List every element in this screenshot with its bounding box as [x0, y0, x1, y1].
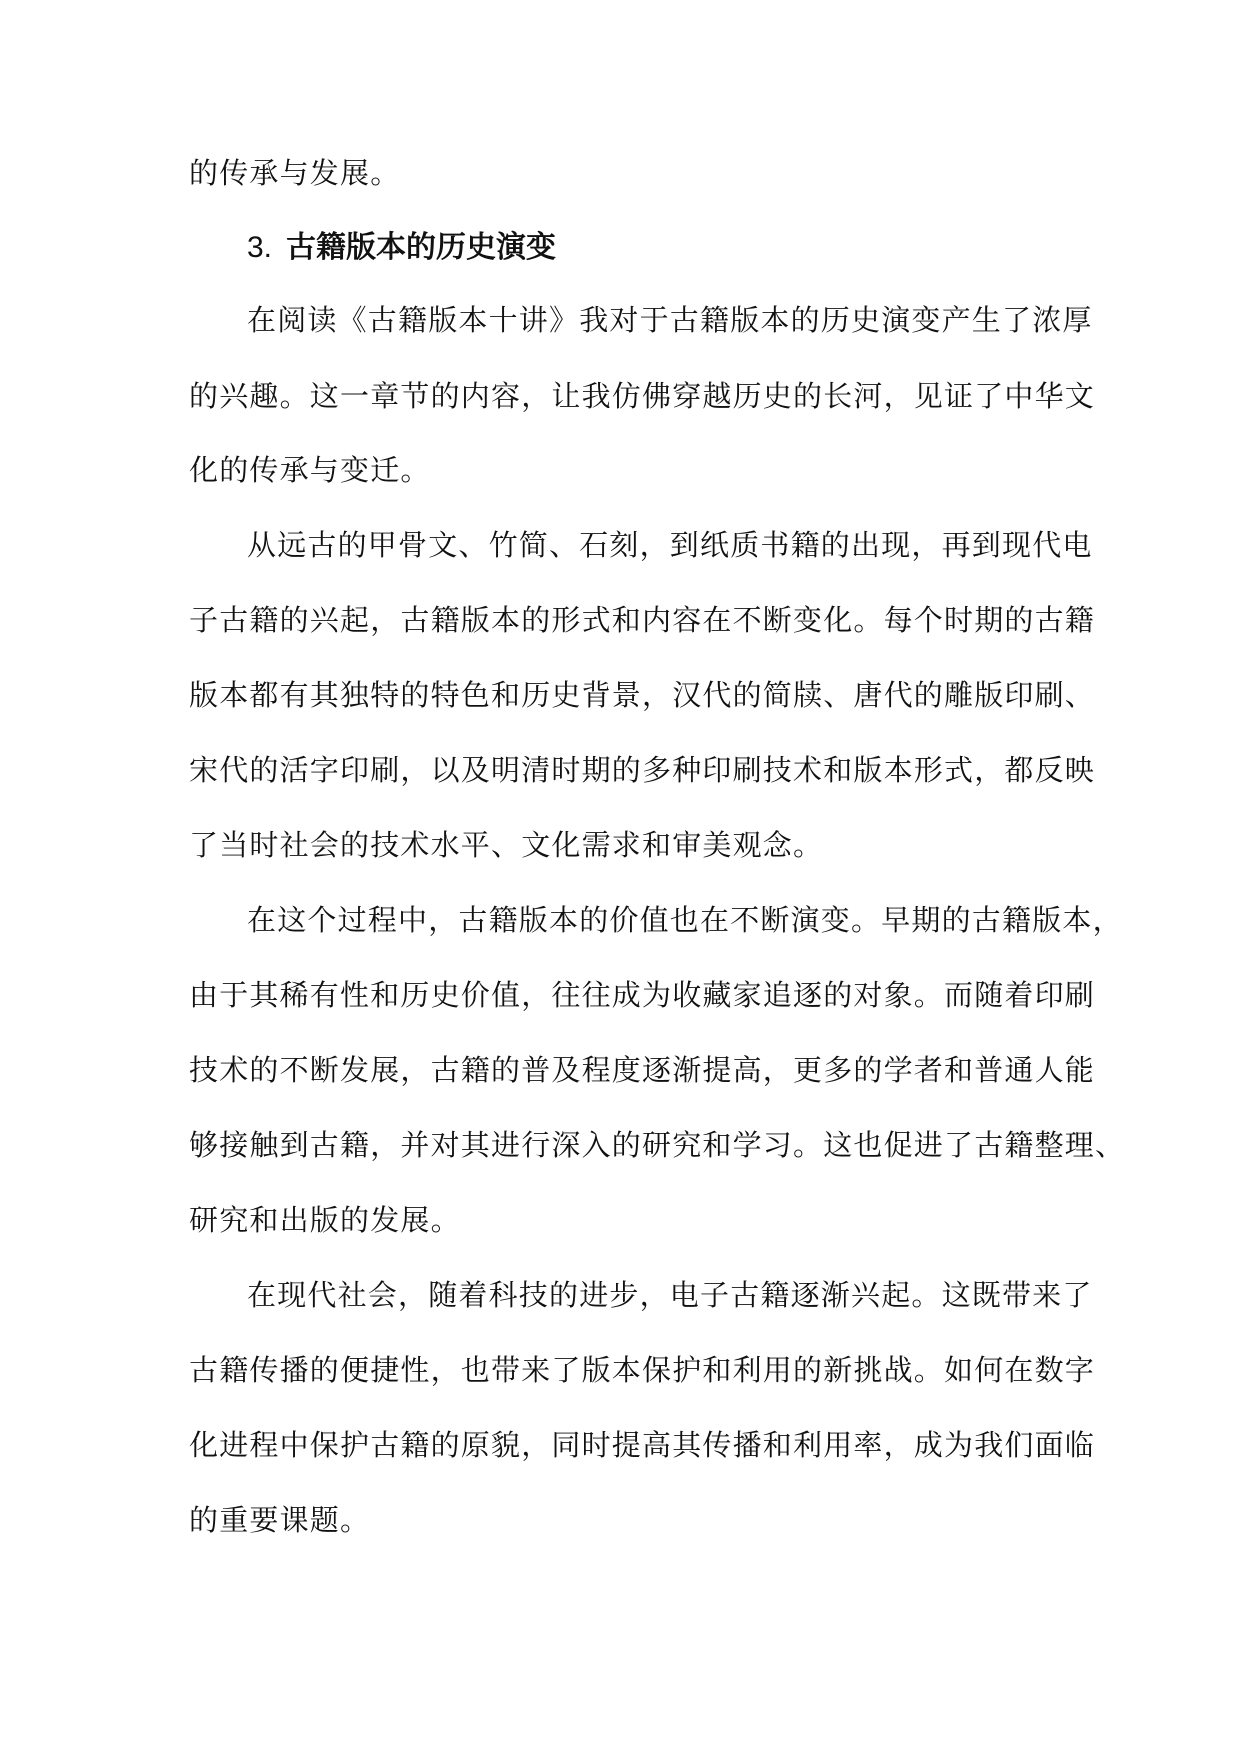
text-line: 研究和出版的发展。 [189, 1203, 461, 1237]
text-line: 版本都有其独特的特色和历史背景，汉代的简牍、唐代的雕版印刷、 [189, 678, 1096, 712]
text-line: 化的传承与变迁。 [189, 453, 431, 487]
text-line: 化进程中保护古籍的原貌，同时提高其传播和利用率，成为我们面临 [189, 1428, 1096, 1462]
section-title: 古籍版本的历史演变 [286, 230, 557, 265]
text-line: 的传承与发展。 [189, 156, 401, 190]
text-line: 由于其稀有性和历史价值，往往成为收藏家追逐的对象。而随着印刷 [189, 978, 1096, 1012]
paragraph-line: 在现代社会，随着科技的进步，电子古籍逐渐兴起。这既带来了 [247, 1278, 1093, 1312]
text-line: 技术的不断发展，古籍的普及程度逐渐提高，更多的学者和普通人能 [189, 1053, 1096, 1087]
paragraph-line: 从远古的甲骨文、竹简、石刻，到纸质书籍的出现，再到现代电 [247, 528, 1093, 562]
paragraph-line: 在这个过程中，古籍版本的价值也在不断演变。早期的古籍版本， [247, 903, 1123, 937]
section-heading [247, 228, 556, 268]
text-line: 够接触到古籍，并对其进行深入的研究和学习。这也促进了古籍整理、 [189, 1128, 1126, 1162]
text-line: 子古籍的兴起，古籍版本的形式和内容在不断变化。每个时期的古籍 [189, 603, 1096, 637]
paragraph-line: 在阅读《古籍版本十讲》我对于古籍版本的历史演变产生了浓厚 [247, 303, 1093, 337]
text-line: 的重要课题。 [189, 1503, 371, 1537]
text-line: 古籍传播的便捷性，也带来了版本保护和利用的新挑战。如何在数字 [189, 1353, 1096, 1387]
text-line: 了当时社会的技术水平、文化需求和审美观念。 [189, 828, 824, 862]
text-line: 的兴趣。这一章节的内容，让我仿佛穿越历史的长河，见证了中华文 [189, 379, 1096, 413]
text-line: 宋代的活字印刷，以及明清时期的多种印刷技术和版本形式，都反映 [189, 753, 1096, 787]
section-number: 3. [247, 231, 273, 264]
